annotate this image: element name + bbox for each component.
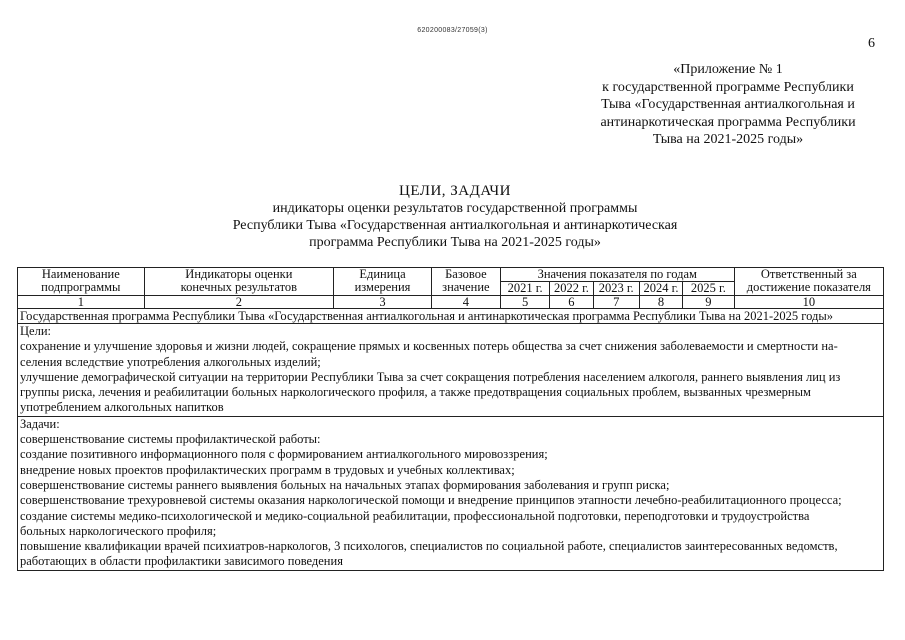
task-line: больных наркологического профиля; [20,523,217,538]
tasks-row [18,416,884,570]
title-heading: ЦЕЛИ, ЗАДАЧИ [398,183,512,199]
appendix-note [560,61,896,149]
year-2021-header: 2021 г. [500,282,549,296]
tasks-heading: Задачи: [20,416,60,431]
col-header-values-by-year: Значения показателя по годам [500,268,734,282]
column-numbers-row [18,296,884,309]
goals-cell [18,324,884,417]
column-number: 8 [639,296,682,309]
col-header-responsible: Ответственный за достижение показателя [734,268,883,296]
column-number: 4 [431,296,500,309]
goal-line: улучшение демографической ситуации на территории Республики Тыва за счет сокращения потребления населением алкоголя, раннего выявления лиц из [20,369,841,384]
title-line: индикаторы оценки результатов государственной программы [272,201,638,216]
year-2024-header: 2024 г. [639,282,682,296]
column-number: 5 [500,296,549,309]
task-line: создание системы медико-психологической и медико-социальной реабилитации, профессиональной подготовки, переподготовки и трудоустройства [20,508,810,523]
column-number: 9 [683,296,735,309]
page-number: 6 [868,36,875,51]
task-line: совершенствование системы раннего выявления больных на начальных этапах формирования заболевания и групп риска; [20,477,670,492]
tasks-cell [18,416,884,570]
goal-line: селения вследствие употребления алкогольных изделий; [20,354,321,369]
col-header-base: Базовое значение [431,268,500,296]
program-row [18,309,884,324]
task-line: совершенствование трехуровневой системы оказания наркологической помощи и внедрение принципов этапности лечебно-реабилитационного процесса; [20,493,842,508]
task-line: создание позитивного информационного поля с формированием антиалкогольного мировоззрения; [20,447,548,462]
goal-line: употреблением алкогольных напитков [20,400,224,415]
column-number: 10 [734,296,883,309]
goals-heading: Цели: [20,324,51,338]
appendix-line: к государственной программе Республики [602,79,854,95]
goal-line: сохранение и улучшение здоровья и жизни людей, сокращение прямых и косвенных потерь общества за счет снижения заболеваемости и смертности на- [20,339,838,354]
column-number: 3 [334,296,432,309]
appendix-line: «Приложение № 1 [673,62,783,77]
year-2025-header: 2025 г. [683,282,735,296]
task-line: повышение квалификации врачей психиатров-наркологов, 3 психологов, специалистов по социальной работе, специалистов заинтересованных ведомств, [20,539,838,554]
program-title-cell: Государственная программа Республики Тыва «Государственная антиалкогольная и антинаркотическая программа Республики Тыва на 2021-2025 годы» [18,309,884,324]
appendix-line: антинаркотическая программа Республики [600,114,856,130]
col-header-unit: Единица измерения [334,268,432,296]
goals-row [18,324,884,417]
appendix-line: Тыва «Государственная антиалкогольная и [601,97,855,112]
document-title [150,183,760,251]
title-line: программа Республики Тыва на 2021-2025 годы» [309,235,601,250]
year-2023-header: 2023 г. [593,282,639,296]
document-id: 620200083/27059(3) [417,27,488,34]
task-line: работающих в области профилактики зависимого поведения [20,554,343,569]
appendix-line: Тыва на 2021-2025 годы» [652,132,804,147]
indicators-table [17,267,884,571]
goal-line: группы риска, лечения и реабилитации больных наркологического профиля, а также предотвращения социальных проблем, вызванных чрезмерным [20,385,811,400]
year-2022-header: 2022 г. [550,282,593,296]
task-line: внедрение новых проектов профилактических программ в трудовых и учебных коллективах; [20,462,515,477]
title-line: Республики Тыва «Государственная антиалкогольная и антинаркотическая [232,218,678,233]
column-number: 1 [18,296,145,309]
column-number: 6 [550,296,593,309]
col-header-name: Наименование подпрограммы [18,268,145,296]
column-number: 7 [593,296,639,309]
task-line: совершенствование системы профилактической работы: [20,432,321,447]
column-number: 2 [144,296,333,309]
col-header-indicators: Индикаторы оценки конечных результатов [144,268,333,296]
header-row [18,268,884,282]
